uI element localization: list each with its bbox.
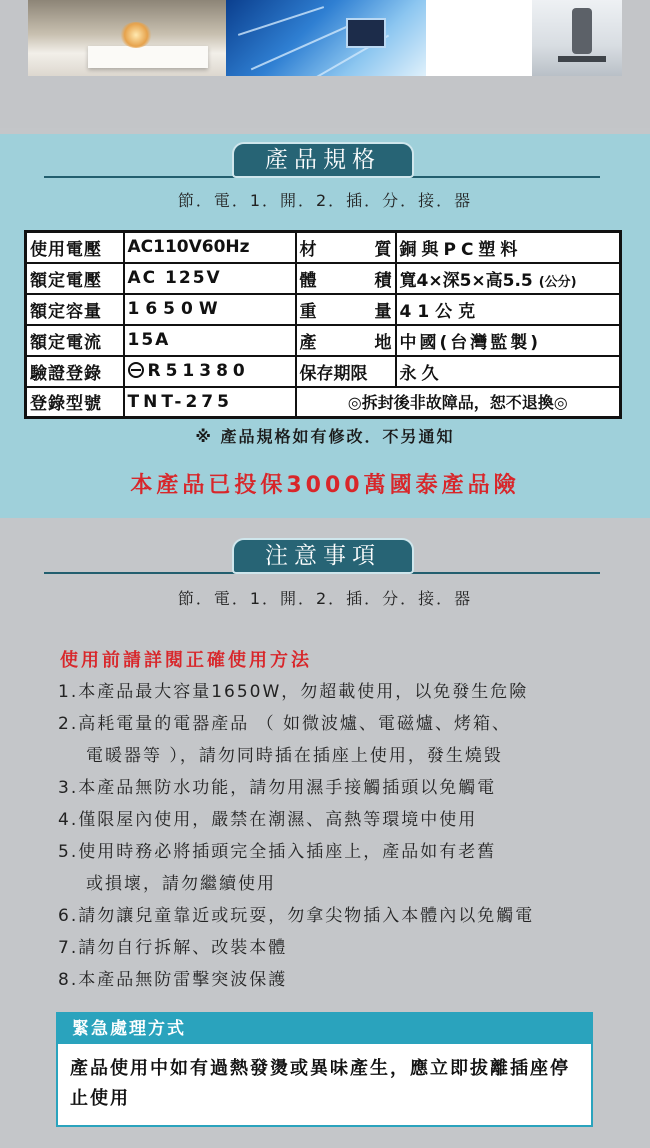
spec-table — [24, 230, 622, 419]
insurance-notice: 本產品已投保3000萬國泰產品險 — [130, 473, 520, 498]
emergency-text: 產品使用中如有過熱發燙或異味產生，應立即拔離插座停止使用 — [70, 1058, 570, 1109]
spec-value: 銅與PC塑料 — [396, 232, 621, 263]
spec-section — [0, 134, 650, 518]
notice-title: 注意事項 — [232, 538, 414, 574]
spec-value: 1650W — [124, 294, 296, 325]
spec-value: AC 125V — [124, 263, 296, 294]
caution-item: 6.請勿讓兒童靠近或玩耍，勿拿尖物插入本體內以免觸電 — [58, 906, 535, 926]
circuit-board-photo — [226, 0, 426, 76]
spec-value: 15A — [124, 325, 296, 356]
caution-item: 8.本產品無防雷擊突波保護 — [58, 970, 288, 990]
spec-row — [26, 387, 621, 418]
caution-list — [58, 680, 638, 1000]
blank-photo-panel — [426, 0, 532, 76]
spec-row — [26, 325, 621, 356]
notice-subtitle: 節．電．1．開．2．插．分．接．器 — [177, 589, 473, 608]
dimension-value: 寬4×深5×高5.5 — [399, 270, 533, 291]
spec-key: 體 積 — [296, 263, 396, 294]
spec-value: 中國(台灣監製) — [396, 325, 621, 356]
spec-change-note: ※ 產品規格如有修改．不另通知 — [195, 427, 455, 446]
spec-row — [26, 294, 621, 325]
caution-item: 1.本產品最大容量1650W，勿超載使用，以免發生危險 — [58, 682, 529, 702]
return-policy-notice: ◎拆封後非故障品，恕不退換◎ — [296, 387, 621, 418]
spec-title: 產品規格 — [232, 142, 414, 178]
spec-value: TNT-275 — [124, 387, 296, 418]
caution-item: 7.請勿自行拆解、改裝本體 — [58, 938, 288, 958]
caution-item: 5.使用時務必將插頭完全插入插座上，產品如有老舊 或損壞，請勿繼續使用 — [58, 842, 497, 894]
spec-value: AC110V60Hz — [124, 232, 296, 263]
spec-value — [124, 356, 296, 387]
spec-subtitle: 節．電．1．開．2．插．分．接．器 — [177, 191, 473, 210]
spec-value: 41公克 — [396, 294, 621, 325]
caution-item: 3.本產品無防水功能，請勿用濕手接觸插頭以免觸電 — [58, 778, 497, 798]
dimension-unit: (公分) — [538, 274, 577, 290]
spec-row — [26, 356, 621, 387]
spec-key: 產 地 — [296, 325, 396, 356]
living-room-photo — [28, 0, 226, 76]
spec-key: 額定電流 — [26, 325, 124, 356]
emergency-heading: 緊急處理方式 — [58, 1014, 591, 1044]
spec-row — [26, 232, 621, 263]
spec-key: 額定容量 — [26, 294, 124, 325]
usage-instructions-heading: 使用前請詳閱正確使用方法 — [60, 650, 312, 671]
spec-row — [26, 263, 621, 294]
emergency-box — [56, 1012, 593, 1127]
certification-number: R51380 — [147, 361, 250, 381]
spec-key: 驗證登錄 — [26, 356, 124, 387]
spec-key: 重 量 — [296, 294, 396, 325]
spec-value: 永久 — [396, 356, 621, 387]
caution-item: 2.高耗電量的電器產品 （ 如微波爐、電磁爐、烤箱、 電暖器等 ），請勿同時插在插座上使用，發生燒毀 — [58, 714, 512, 766]
spec-key: 材 質 — [296, 232, 396, 263]
scene-photo-strip — [28, 0, 622, 76]
spec-value — [396, 263, 621, 294]
spec-key: 登錄型號 — [26, 387, 124, 418]
spec-key: 額定電壓 — [26, 263, 124, 294]
spec-key: 使用電壓 — [26, 232, 124, 263]
office-chair-photo — [532, 0, 622, 76]
certification-mark-icon — [128, 362, 144, 378]
spec-key: 保存期限 — [296, 356, 396, 387]
notice-section — [0, 524, 650, 1148]
top-photo-band — [0, 0, 650, 128]
caution-item: 4.僅限屋內使用，嚴禁在潮濕、高熱等環境中使用 — [58, 810, 478, 830]
